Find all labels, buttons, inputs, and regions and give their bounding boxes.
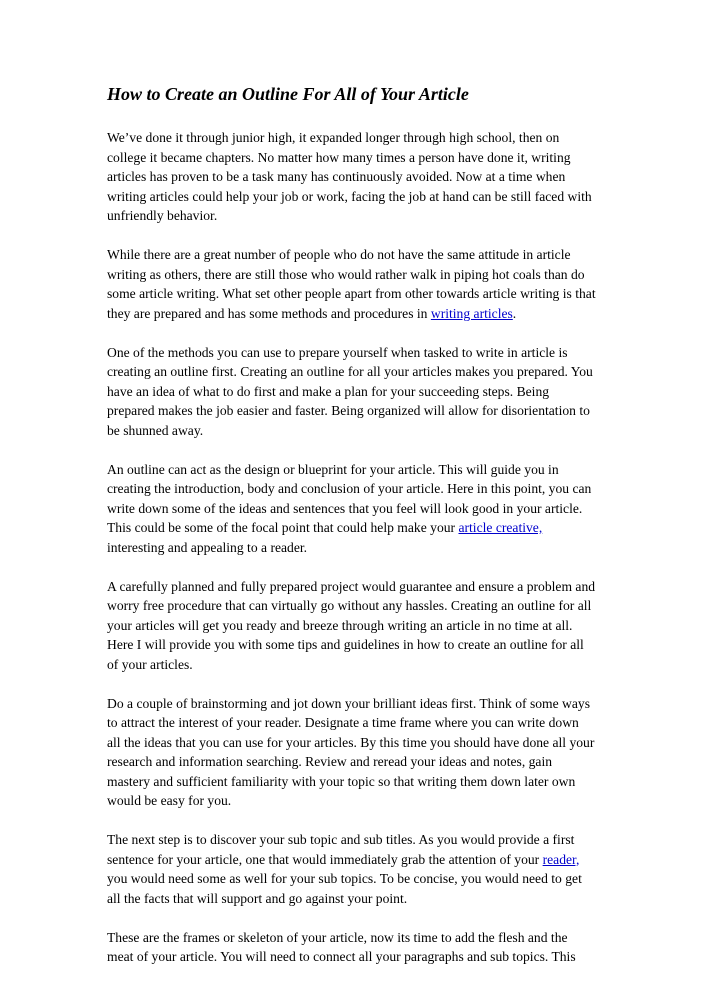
paragraph-4: An outline can act as the design or blueprint for your article. This will guide you in creating the introduction, body and conclusion of your article. Here in this point, you can write down some of the ideas and sentences that you feel will look good in your article. This could be some of the focal point that could help make your article creative, interesting and appealing to a reader. — [107, 461, 592, 555]
writing-articles-link[interactable]: writing articles — [430, 305, 513, 321]
reader-link[interactable]: reader, — [542, 851, 580, 867]
paragraph-8: These are the frames or skeleton of your article, now its time to add the flesh and the meat of your article. You will need to connect all your paragraphs and sub topics. This — [107, 929, 576, 964]
paragraph-2: While there are a great number of people who do not have the same attitude in article writing as others, there are still those who would rather walk in piping hot coals than do some article writing. What set other people apart from other towards article writing is that they are prepared and has some methods and procedures in writing articles. — [107, 247, 596, 321]
paragraph-6: Do a couple of brainstorming and jot down your brilliant ideas first. Think of some ways to attract the interest of your reader. Designate a time frame where you can write down all the ideas that you can use for your articles. By this time you should have done all your research and information searching. Review and reread your ideas and notes, gain mastery and sufficient familiarity with your topic so that writing them down later own would be easy for you. — [107, 695, 595, 808]
document-page — [107, 82, 627, 986]
document-title: How to Create an Outline For All of Your Article — [107, 84, 469, 104]
paragraph-5: A carefully planned and fully prepared project would guarantee and ensure a problem and worry free procedure that can virtually go without any hassles. Creating an outline for all your articles will get you ready and breeze through writing an article in no time at all. Here I will provide you with some tips and guidelines in how to create an outline for all of your articles. — [107, 578, 596, 672]
paragraph-7: The next step is to discover your sub topic and sub titles. As you would provide a first sentence for your article, one that would immediately grab the attention of your reader, you would need some as well for your sub topics. To be concise, you would need to get all the facts that will support and go against your point. — [107, 832, 582, 906]
article-creative-link[interactable]: article creative, — [458, 520, 543, 535]
paragraph-1: We’ve done it through junior high, it expanded longer through high school, then on college it became chapters. No matter how many times a person have done it, writing articles has proven to be a task many has continuously avoided. Now at a time when writing articles could help your job or work, facing the job at hand can be still faced with unfriendly behavior. — [107, 130, 592, 223]
paragraph-3: One of the methods you can use to prepare yourself when tasked to write in article is creating an outline first. Creating an outline for all your articles makes you prepared. You have an idea of what to do first and make a plan for your succeeding steps. Being prepared makes the job easier and faster. Being organized will allow for disorientation to be shunned away. — [107, 344, 593, 438]
